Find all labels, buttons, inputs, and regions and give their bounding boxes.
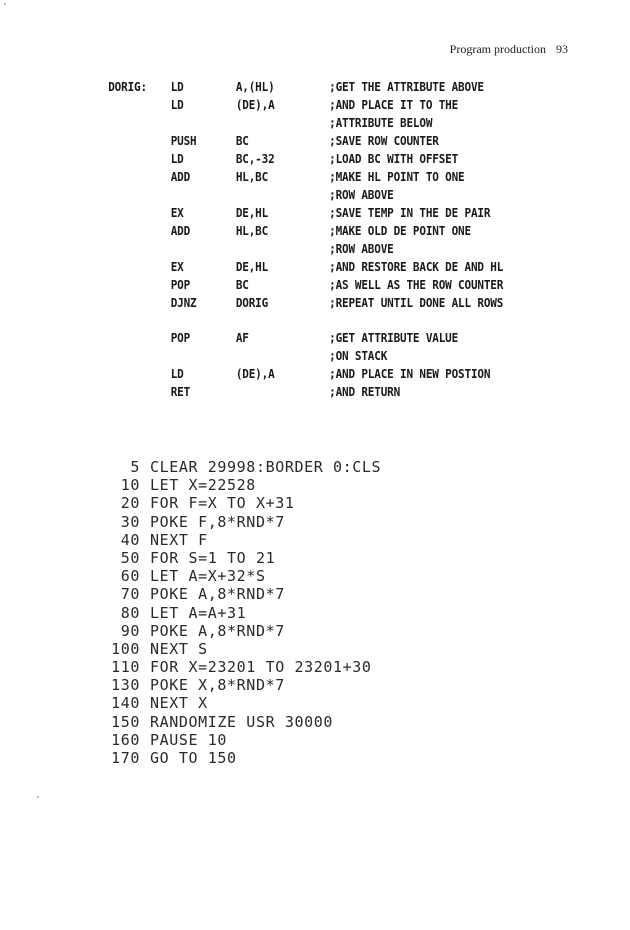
basic-statement: POKE A,8*RND*7 — [150, 621, 285, 640]
basic-statement: NEXT X — [150, 694, 208, 713]
asm-op: LD — [170, 97, 184, 112]
basic-statement: RANDOMIZE USR 30000 — [150, 712, 333, 731]
asm-comment: ;LOAD BC WITH OFFSET — [329, 151, 459, 166]
basic-statement: PAUSE 10 — [150, 730, 228, 749]
asm-line — [0, 294, 554, 312]
basic-line-number: 80 — [120, 603, 140, 622]
asm-line — [0, 240, 554, 258]
asm-comment: ;REPEAT UNTIL DONE ALL ROWS — [329, 295, 504, 310]
asm-line — [0, 150, 554, 168]
asm-op: EX — [170, 205, 184, 220]
asm-op: PUSH — [170, 133, 197, 148]
asm-operand: AF — [235, 330, 249, 345]
asm-comment: ;ATTRIBUTE BELOW — [329, 115, 433, 130]
asm-line — [0, 312, 554, 347]
basic-line — [0, 531, 630, 549]
asm-line — [0, 132, 554, 150]
running-header — [450, 42, 568, 57]
basic-line — [0, 567, 630, 585]
basic-line — [0, 749, 630, 767]
basic-statement: FOR F=X TO X+31 — [150, 494, 295, 513]
basic-line-number: 100 — [111, 639, 140, 658]
basic-line — [0, 476, 630, 494]
asm-comment: ;AND PLACE IT TO THE — [329, 97, 459, 112]
asm-operand: DORIG — [235, 295, 269, 310]
basic-statement: FOR X=23201 TO 23201+30 — [150, 658, 372, 677]
asm-operand: HL,BC — [235, 223, 269, 238]
basic-line-number: 160 — [111, 730, 140, 749]
basic-line — [0, 622, 630, 640]
asm-comment: ;AND RETURN — [329, 384, 401, 399]
asm-comment: ;AS WELL AS THE ROW COUNTER — [329, 277, 504, 292]
asm-comment: ;ROW ABOVE — [329, 187, 394, 202]
asm-comment: ;GET ATTRIBUTE VALUE — [329, 330, 459, 345]
basic-line — [0, 694, 630, 712]
asm-comment: ;AND PLACE IN NEW POSTION — [329, 366, 491, 381]
asm-comment: ;AND RESTORE BACK DE AND HL — [329, 259, 504, 274]
basic-line — [0, 494, 630, 512]
basic-statement: POKE A,8*RND*7 — [150, 585, 285, 604]
basic-line-number: 10 — [120, 476, 140, 495]
asm-op: DJNZ — [170, 295, 197, 310]
basic-statement: NEXT F — [150, 530, 208, 549]
asm-operand: A,(HL) — [235, 79, 275, 94]
asm-op: ADD — [170, 169, 191, 184]
asm-op: LD — [170, 366, 184, 381]
basic-statement: LET A=A+31 — [150, 603, 247, 622]
asm-line — [0, 383, 554, 401]
basic-statement: GO TO 150 — [150, 749, 237, 767]
asm-operand: DE,HL — [235, 205, 269, 220]
basic-statement: CLEAR 29998:BORDER 0:CLS — [150, 458, 382, 476]
asm-line — [0, 365, 554, 383]
asm-comment: ;SAVE TEMP IN THE DE PAIR — [329, 205, 491, 220]
basic-statement: FOR S=1 TO 21 — [150, 548, 276, 567]
basic-line — [0, 713, 630, 731]
basic-line-number: 5 — [130, 458, 140, 476]
asm-line — [0, 96, 554, 114]
basic-line-number: 70 — [120, 585, 140, 604]
asm-op: LD — [170, 151, 184, 166]
asm-comment: ;ROW ABOVE — [329, 241, 394, 256]
asm-line — [0, 168, 554, 186]
basic-statement: POKE X,8*RND*7 — [150, 676, 285, 695]
basic-line — [0, 585, 630, 603]
asm-op: EX — [170, 259, 184, 274]
asm-operand: BC — [235, 133, 249, 148]
asm-op: POP — [170, 277, 191, 292]
assembly-listing — [0, 78, 554, 401]
basic-listing — [0, 458, 630, 767]
page-number: 93 — [556, 42, 568, 56]
basic-line-number: 170 — [111, 749, 140, 767]
asm-label: DORIG: — [108, 79, 147, 94]
basic-line-number: 110 — [111, 658, 140, 677]
asm-operand: (DE),A — [235, 366, 275, 381]
basic-line — [0, 676, 630, 694]
basic-statement: LET X=22528 — [150, 476, 256, 495]
asm-operand: (DE),A — [235, 97, 275, 112]
scan-speck — [37, 796, 39, 798]
asm-comment: ;GET THE ATTRIBUTE ABOVE — [329, 79, 484, 94]
asm-operand: HL,BC — [235, 169, 269, 184]
asm-line — [0, 276, 554, 294]
basic-line-number: 40 — [120, 530, 140, 549]
asm-operand: BC — [235, 277, 249, 292]
asm-line — [0, 347, 554, 365]
basic-line-number: 30 — [120, 512, 140, 531]
basic-line — [0, 640, 630, 658]
asm-comment: ;ON STACK — [329, 348, 388, 363]
basic-line-number: 150 — [111, 712, 140, 731]
basic-line-number: 130 — [111, 676, 140, 695]
asm-line — [0, 222, 554, 240]
asm-line — [0, 204, 554, 222]
asm-comment: ;MAKE HL POINT TO ONE — [329, 169, 465, 184]
basic-line — [0, 458, 630, 476]
asm-op: LD — [170, 79, 184, 94]
scan-speck — [4, 3, 6, 5]
basic-line-number: 50 — [120, 548, 140, 567]
basic-line-number: 90 — [120, 621, 140, 640]
basic-line-number: 140 — [111, 694, 140, 713]
asm-op: RET — [170, 384, 191, 399]
basic-line-number: 20 — [120, 494, 140, 513]
asm-line — [0, 78, 554, 96]
asm-line — [0, 186, 554, 204]
basic-statement: NEXT S — [150, 639, 208, 658]
asm-line — [0, 258, 554, 276]
asm-comment: ;SAVE ROW COUNTER — [329, 133, 439, 148]
basic-statement: LET A=X+32*S — [150, 567, 266, 586]
asm-comment: ;MAKE OLD DE POINT ONE — [329, 223, 471, 238]
basic-line — [0, 731, 630, 749]
asm-op: POP — [170, 330, 191, 345]
basic-statement: POKE F,8*RND*7 — [150, 512, 285, 531]
asm-line — [0, 114, 554, 132]
basic-line — [0, 549, 630, 567]
basic-line — [0, 513, 630, 531]
basic-line-number: 60 — [120, 567, 140, 586]
basic-line — [0, 604, 630, 622]
basic-line — [0, 658, 630, 676]
asm-op: ADD — [170, 223, 191, 238]
asm-operand: BC,-32 — [235, 151, 275, 166]
running-header-title: Program production — [449, 42, 546, 56]
asm-operand: DE,HL — [235, 259, 269, 274]
